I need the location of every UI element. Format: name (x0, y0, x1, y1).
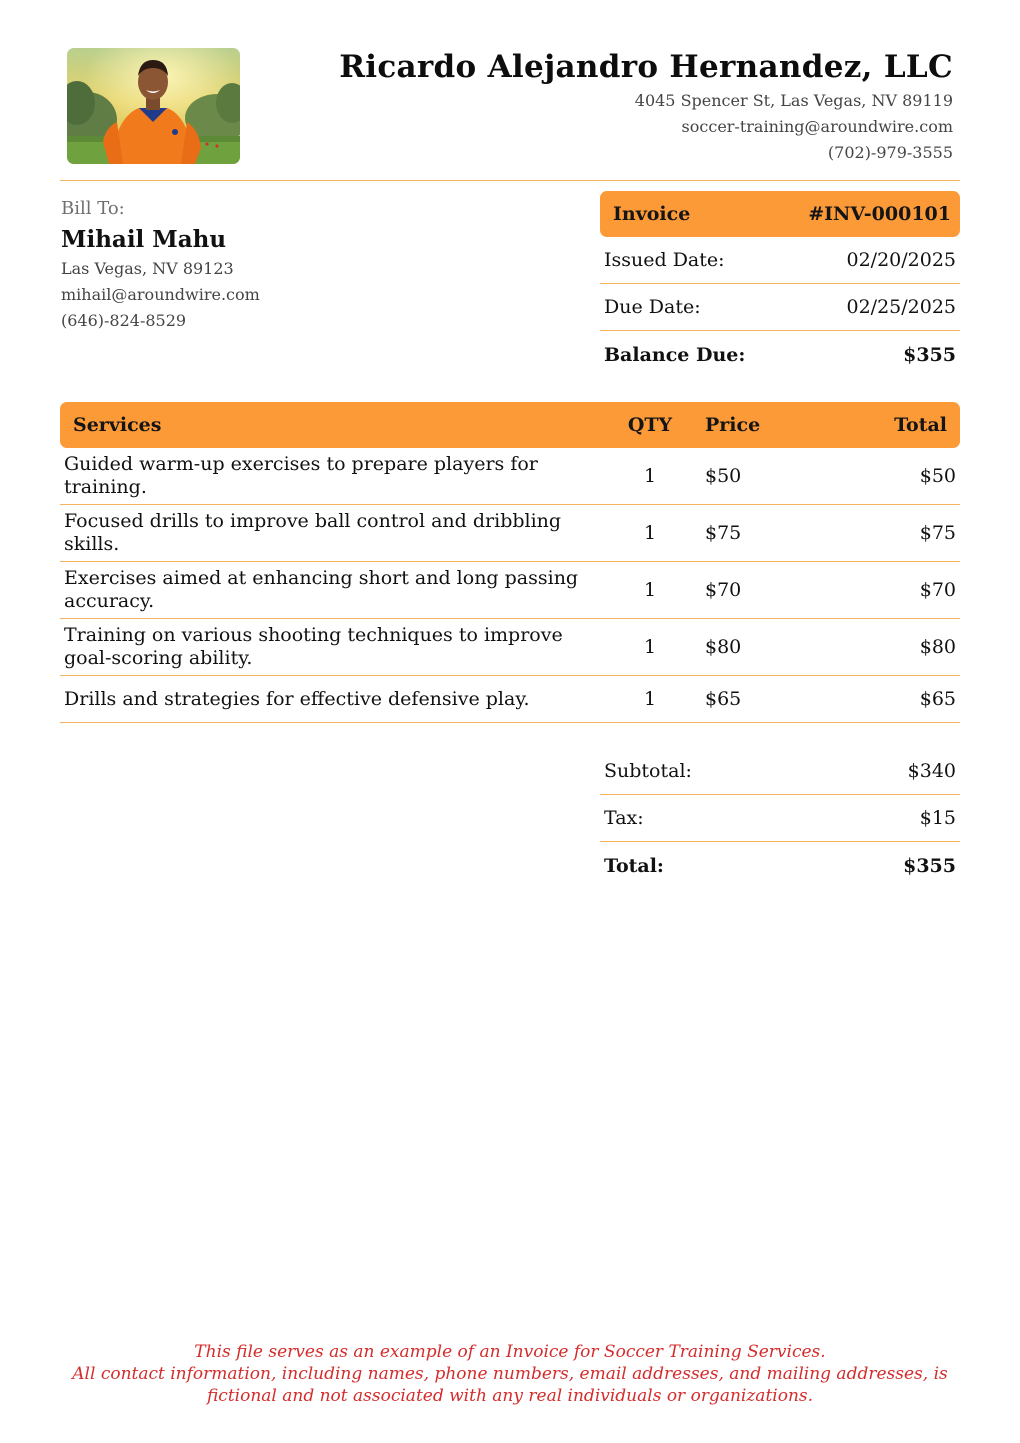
table-row (60, 676, 960, 723)
service-total: $75 (919, 522, 956, 544)
service-description: Drills and strategies for effective defensive play. (64, 687, 530, 710)
client-address: Las Vegas, NV 89123 (61, 259, 234, 278)
subtotal-value: $340 (907, 760, 956, 782)
service-qty: 1 (643, 522, 657, 544)
service-total: $70 (919, 579, 956, 601)
header-total: Total (894, 414, 947, 436)
due-date-value: 02/25/2025 (846, 296, 956, 318)
client-phone: (646)-824-8529 (61, 311, 187, 330)
tax-label: Tax: (604, 807, 644, 829)
service-description: Focused drills to improve ball control and dribbling skills. (64, 510, 562, 555)
header-services: Services (73, 414, 162, 436)
balance-due-label: Balance Due: (604, 343, 746, 366)
subtotal-row (600, 748, 960, 795)
service-price: $75 (705, 522, 742, 544)
company-email: soccer-training@aroundwire.com (681, 117, 953, 136)
table-row (60, 619, 960, 676)
header-qty: QTY (627, 414, 673, 436)
service-qty: 1 (643, 579, 657, 601)
client-email: mihail@aroundwire.com (61, 285, 260, 304)
table-row (60, 505, 960, 562)
table-header (60, 402, 960, 448)
totals-section (600, 748, 960, 889)
bill-to-section (61, 197, 260, 334)
due-date-label: Due Date: (604, 296, 701, 318)
disclaimer-line: fictional and not associated with any real individuals or organizations. (206, 1386, 814, 1406)
service-description: Exercises aimed at enhancing short and long passing accuracy. (64, 567, 579, 612)
issued-date-row (600, 237, 960, 284)
company-address: 4045 Spencer St, Las Vegas, NV 89119 (634, 91, 953, 110)
due-date-row (600, 284, 960, 331)
service-qty: 1 (643, 636, 657, 658)
service-total: $80 (919, 636, 956, 658)
company-info (339, 48, 953, 166)
service-total: $50 (919, 465, 956, 487)
company-phone: (702)-979-3555 (827, 143, 953, 162)
balance-due-row (600, 331, 960, 378)
total-value: $355 (903, 854, 956, 877)
invoice-meta (600, 191, 960, 378)
issued-date-label: Issued Date: (604, 249, 725, 271)
invoice-number: #INV-000101 (808, 203, 951, 225)
client-name: Mihail Mahu (61, 226, 227, 253)
table-row (60, 562, 960, 619)
subtotal-label: Subtotal: (604, 760, 692, 782)
disclaimer-line: This file serves as an example of an Invoice for Soccer Training Services. (194, 1342, 826, 1362)
table-row (60, 448, 960, 505)
bill-to-label: Bill To: (61, 198, 125, 219)
service-price: $65 (705, 688, 742, 710)
invoice-header-bar (600, 191, 960, 237)
service-qty: 1 (643, 465, 657, 487)
balance-due-value: $355 (903, 343, 956, 366)
header-divider (60, 180, 960, 181)
header-price: Price (705, 414, 761, 436)
total-label: Total: (604, 854, 664, 877)
company-name: Ricardo Alejandro Hernandez, LLC (339, 49, 953, 85)
total-row (600, 842, 960, 889)
service-description: Guided warm-up exercises to prepare players for training. (64, 453, 538, 498)
invoice-label: Invoice (613, 203, 691, 225)
disclaimer-line: All contact information, including names, phone numbers, email addresses, and mailing addresses, is (72, 1364, 948, 1384)
tax-value: $15 (919, 807, 956, 829)
tax-row (600, 795, 960, 842)
footer-disclaimer (0, 1341, 1020, 1407)
service-price: $80 (705, 636, 742, 658)
service-price: $70 (705, 579, 742, 601)
services-table (60, 402, 960, 723)
service-price: $50 (705, 465, 742, 487)
issued-date-value: 02/20/2025 (846, 249, 956, 271)
company-photo (67, 48, 240, 164)
service-description: Training on various shooting techniques to improve goal-scoring ability. (64, 624, 563, 669)
service-qty: 1 (643, 688, 657, 710)
service-total: $65 (919, 688, 956, 710)
